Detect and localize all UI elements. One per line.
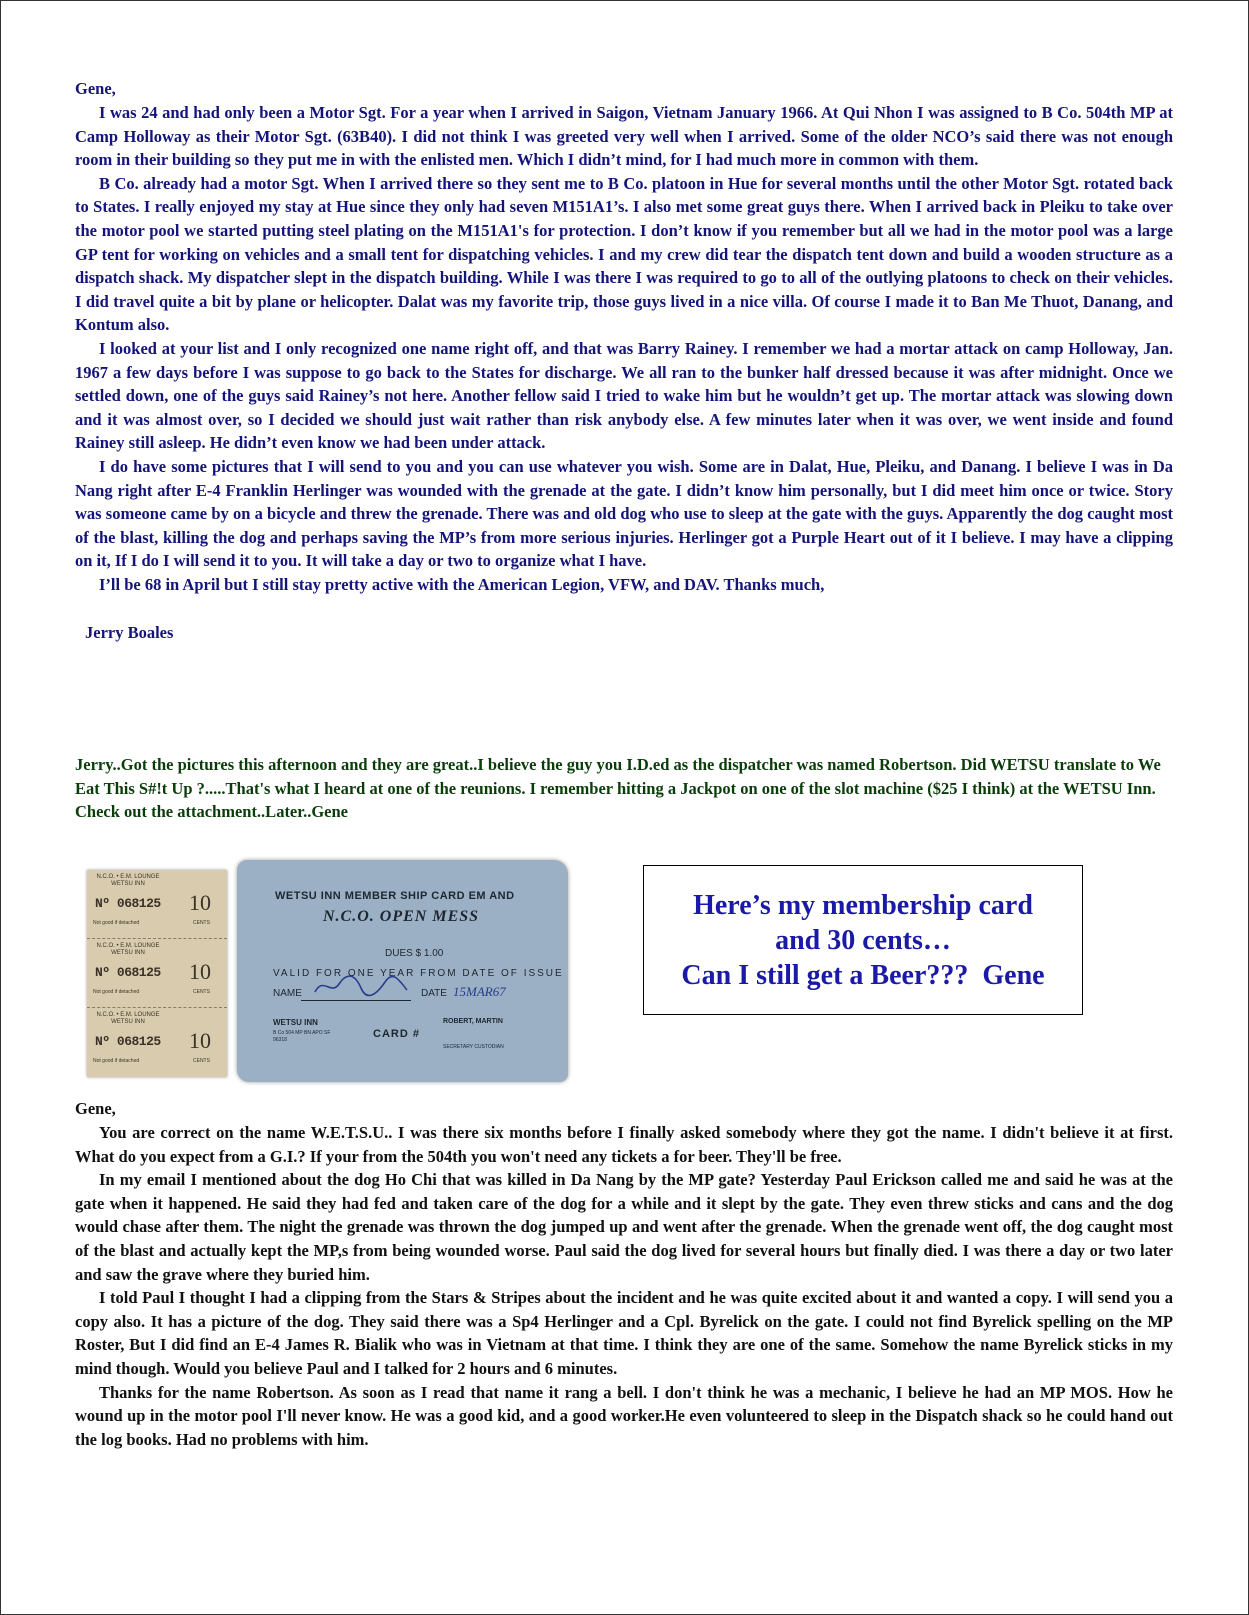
card-valid-text: VALID FOR ONE YEAR FROM DATE OF ISSUE — [273, 968, 564, 979]
letter2-paragraph: Thanks for the name Robertson. As soon as I read that name it rang a bell. I don't think he was a mechanic, I believe he had an MP MOS. How he wound up in the motor pool I'll never know. He was a good kid, and a good worker.He even volunteered to sleep in the Dispatch shack so he could hand out the log books. Had no problems with him. — [75, 1382, 1173, 1449]
caption-line: and 30 cents… — [775, 924, 951, 956]
membership-card-photo — [237, 860, 568, 1082]
reply-paragraph: Jerry..Got the pictures this afternoon and they are great..I believe the guy you I.D.ed as the dispatcher was named Robertson. Did WETSU translate to We Eat This S#!t Up ?.....That's what I heard at one of the reunions. I remember hitting a Jackpot on one of the slot machine ($25 I think) at the WETSU Inn. Check out the attachment..Later..Gene — [75, 755, 1161, 822]
ticket-value: 10 — [189, 959, 211, 984]
reply-from-gene — [75, 753, 1173, 824]
photo-caption-box — [643, 865, 1083, 1015]
letter2-paragraph: In my email I mentioned about the dog Ho Chi that was killed in Da Nang by the MP gate? Yesterday Paul Erickson called me and said he was at the gate when it happened. He said they had fed and taken care of the dog for a while and it slept by the gate. They even threw sticks and cans and the dog would chase after them. The night the grenade was thrown the dog jumped up and went after the grenade. When the grenade went off, the dog caught most of the blast and actually kept the MP,s from being wounded worse. Paul said the dog lived for several hours but finally died. I was there a day or two later and saw the grave where they buried him. — [75, 1170, 1173, 1284]
beer-tickets-photo — [87, 870, 227, 1077]
ticket-number: Nº 068125 — [95, 1034, 161, 1049]
ticket-number: Nº 068125 — [95, 896, 161, 911]
ticket-header: N.C.O. • E.M. LOUNGE WETSU INN — [96, 1012, 160, 1025]
card-name-line — [301, 1000, 411, 1001]
letter1-paragraph: I looked at your list and I only recognized one name right off, and that was Barry Rainey. I remember we had a mortar attack on camp Holloway, Jan. 1967 a few days before I was suppose to go back to the States for discharge. We all ran to the bunker half dressed because it was after midnight. Once we settled down, one of the guys said Rainey’s not here. Another fellow said I tried to wake him but he wouldn’t get up. The mortar attack was slowing down and it was almost over, so I decided we should just wait rather than risk anybody else. A few minutes later when it was over, we went inside and found Rainey still asleep. He didn’t even know we had been under attack. — [75, 338, 1173, 453]
ticket-header: N.C.O. • E.M. LOUNGE WETSU INN — [96, 874, 160, 887]
handwritten-signature — [311, 970, 411, 1000]
ticket — [87, 870, 227, 939]
letter2-paragraph: I told Paul I thought I had a clipping from the Stars & Stripes about the incident and he was quite excited about it and wanted a copy. I will send you a copy also. It has a picture of the dog. They said there was a Sp4 Herlinger and a Cpl. Byrelick on the gate. I could not find Byrelick spelling on the MP Roster, But I did find an E-4 James R. Bialik who was in Vietnam at that time. I think they are one of the same. Somehow the name Byrelick sticks in my mind though. Would you believe Paul and I talked for 2 hours and 6 minutes. — [75, 1288, 1173, 1378]
card-date-value: 15MAR67 — [453, 984, 506, 999]
card-title: N.C.O. OPEN MESS — [323, 908, 480, 925]
ticket-value: 10 — [189, 890, 211, 915]
letter2-greeting: Gene, — [75, 1099, 116, 1118]
letter1-paragraph: I’ll be 68 in April but I still stay pretty active with the American Legion, VFW, and DAV. Thanks much, — [99, 574, 825, 594]
letter-from-jerry — [75, 77, 1173, 643]
ticket-cents: CENTS — [193, 989, 210, 995]
card-inn-name: WETSU INN — [273, 1018, 318, 1027]
caption-line: Here’s my membership card — [693, 889, 1033, 921]
ticket-footer: Not good if detached — [93, 989, 140, 995]
ticket-footer: Not good if detached — [93, 920, 140, 926]
ticket-cents: CENTS — [193, 920, 210, 926]
letter1-greeting: Gene, — [75, 79, 116, 98]
letter-second-reply — [75, 1097, 1173, 1451]
letter2-paragraph: You are correct on the name W.E.T.S.U.. I was there six months before I finally asked somebody where they got the name. I didn't believe it at first. What do you expect from a G.I.? If your from the 504th you won't need any tickets a for beer. They'll be free. — [75, 1123, 1173, 1166]
letter1-paragraph: I do have some pictures that I will send to you and you can use whatever you wish. Some are in Dalat, Hue, Pleiku, and Danang. I believe I was in Da Nang right after E-4 Franklin Herlinger was wounded with the grenade at the gate. I didn’t know him personally, but I did meet him once or twice. Story was someone came by on a bicycle and threw the grenade. There was and old dog who use to sleep at the gate with the guys. Apparently the dog caught most of the blast, killing the dog and perhaps saving the MP’s from more serious injuries. Herlinger got a Purple Heart out of it I believe. I may have a clipping on it, If I do I will send it to you. It will take a day or two to organize what I have. — [75, 456, 1173, 571]
card-secretary-title: SECRETARY CUSTODIAN — [443, 1044, 504, 1050]
letter1-paragraph: I was 24 and had only been a Motor Sgt. For a year when I arrived in Saigon, Vietnam January 1966. At Qui Nhon I was assigned to B Co. 504th MP at Camp Holloway as their Motor Sgt. (63B40). I did not think I was greeted very well when I arrived. Some of the older NCO’s said there was not enough room in their building so they put me in with the enlisted men. Which I didn’t mind, for I had much more in common with them. — [75, 103, 1173, 170]
ticket-header: N.C.O. • E.M. LOUNGE WETSU INN — [96, 943, 160, 956]
card-name-label: NAME — [273, 988, 302, 999]
card-secretary-name: ROBERT, MARTIN — [443, 1018, 503, 1025]
ticket-footer: Not good if detached — [93, 1058, 140, 1064]
letter1-signature: Jerry Boales — [85, 623, 174, 643]
card-dues: DUES $ 1.00 — [385, 948, 444, 959]
caption-line: Can I still get a Beer??? Gene — [681, 959, 1045, 991]
ticket-cents: CENTS — [193, 1058, 210, 1064]
card-header: WETSU INN MEMBER SHIP CARD EM AND — [275, 890, 515, 902]
card-inn-address: B Co 504 MP BN APO SF 96318 — [273, 1030, 331, 1043]
letter1-paragraph: B Co. already had a motor Sgt. When I arrived there so they sent me to B Co. platoon in Hue for several months until the other Motor Sgt. rotated back to States. I really enjoyed my stay at Hue since they only had seven M151A1’s. I also met some great guys there. When I arrived back in Pleiku to take over the motor pool we started putting steel plating on the M151A1's for protection. I don’t know if you remember but all we had in the motor pool was a large GP tent for working on vehicles and a small tent for dispatching vehicles. I and my crew did tear the dispatch tent down and build a wooden structure as a dispatch shack. My dispatcher slept in the dispatch building. While I was there I was required to go to all of the outlying platoons to check on their vehicles. I did travel quite a bit by plane or helicopter. Dalat was my favorite trip, those guys lived in a nice villa. Of course I made it to Ban Me Thuot, Danang, and Kontum also. — [75, 173, 1173, 335]
card-date-label: DATE — [421, 988, 447, 999]
ticket — [87, 1008, 227, 1076]
ticket — [87, 939, 227, 1008]
card-number-label: CARD # — [373, 1028, 420, 1040]
ticket-number: Nº 068125 — [95, 965, 161, 980]
ticket-value: 10 — [189, 1028, 211, 1053]
